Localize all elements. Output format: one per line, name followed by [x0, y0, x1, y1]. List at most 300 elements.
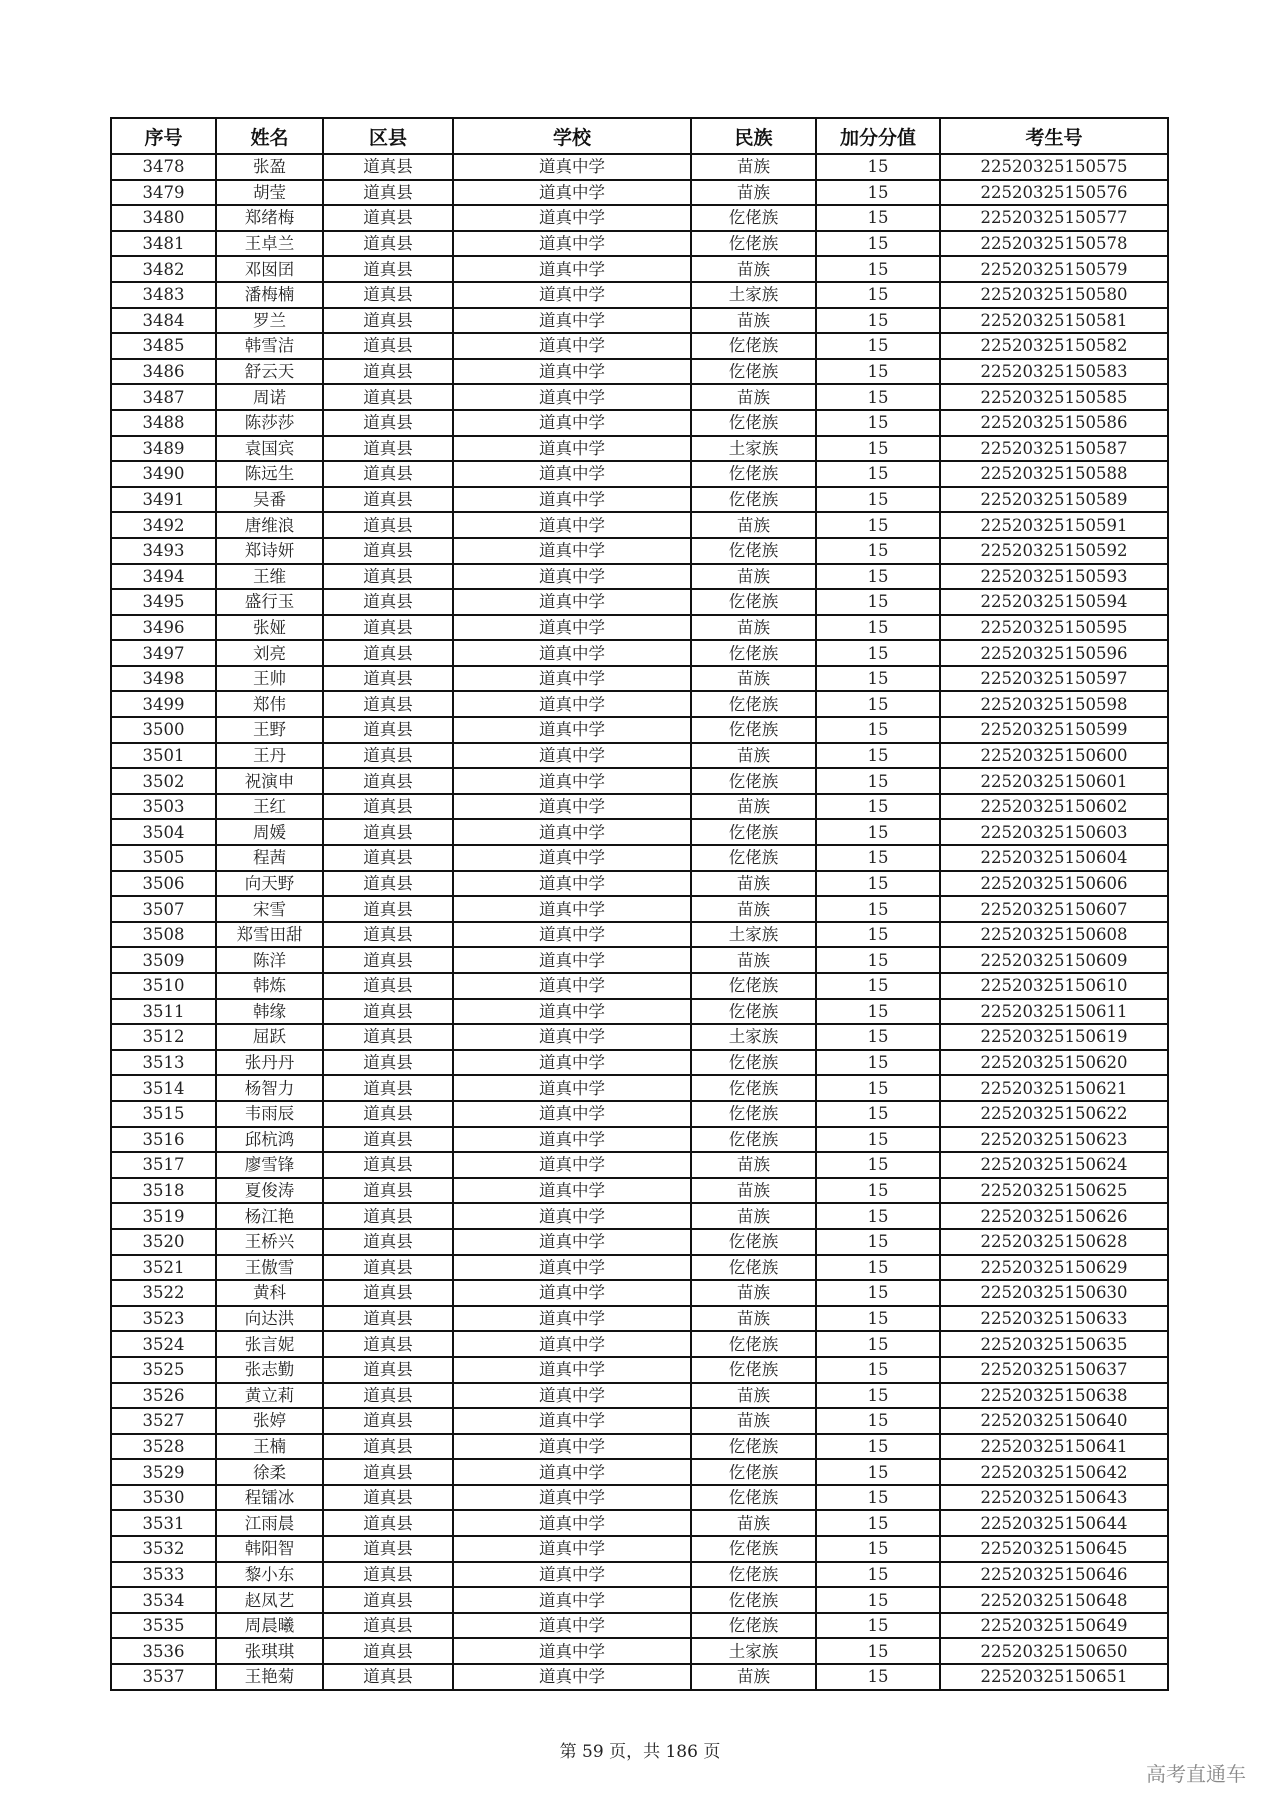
cell-ethnicity: 仡佬族: [691, 410, 816, 436]
table-row: [111, 947, 1168, 973]
cell-seq: 3515: [111, 1101, 216, 1127]
cell-school: 道真中学: [453, 1638, 691, 1664]
cell-seq: 3524: [111, 1331, 216, 1357]
cell-ethnicity: 仡佬族: [691, 231, 816, 257]
cell-bonus-score: 15: [816, 1587, 940, 1613]
cell-bonus-score: 15: [816, 1101, 940, 1127]
cell-county: 道真县: [323, 1024, 453, 1050]
table-row: [111, 1050, 1168, 1076]
cell-ethnicity: 苗族: [691, 384, 816, 410]
cell-ethnicity: 苗族: [691, 794, 816, 820]
cell-exam-id: 22520325150637: [940, 1357, 1168, 1383]
cell-name: 韩缘: [216, 999, 323, 1025]
cell-school: 道真中学: [453, 1050, 691, 1076]
cell-bonus-score: 15: [816, 564, 940, 590]
header-name: 姓名: [216, 118, 323, 154]
cell-seq: 3514: [111, 1075, 216, 1101]
cell-ethnicity: 仡佬族: [691, 205, 816, 231]
cell-bonus-score: 15: [816, 154, 940, 180]
cell-seq: 3511: [111, 999, 216, 1025]
cell-seq: 3507: [111, 896, 216, 922]
cell-ethnicity: 苗族: [691, 512, 816, 538]
cell-seq: 3488: [111, 410, 216, 436]
table-row: [111, 615, 1168, 641]
cell-ethnicity: 苗族: [691, 1510, 816, 1536]
cell-bonus-score: 15: [816, 1229, 940, 1255]
cell-county: 道真县: [323, 1075, 453, 1101]
cell-ethnicity: 苗族: [691, 871, 816, 897]
cell-name: 陈莎莎: [216, 410, 323, 436]
cell-ethnicity: 苗族: [691, 1152, 816, 1178]
cell-school: 道真中学: [453, 1434, 691, 1460]
cell-name: 杨智力: [216, 1075, 323, 1101]
cell-name: 张婷: [216, 1408, 323, 1434]
cell-exam-id: 22520325150580: [940, 282, 1168, 308]
cell-bonus-score: 15: [816, 384, 940, 410]
cell-name: 杨江艳: [216, 1203, 323, 1229]
cell-exam-id: 22520325150624: [940, 1152, 1168, 1178]
cell-exam-id: 22520325150610: [940, 973, 1168, 999]
cell-exam-id: 22520325150599: [940, 717, 1168, 743]
cell-exam-id: 22520325150626: [940, 1203, 1168, 1229]
cell-exam-id: 22520325150607: [940, 896, 1168, 922]
cell-seq: 3493: [111, 538, 216, 564]
cell-bonus-score: 15: [816, 615, 940, 641]
cell-school: 道真中学: [453, 922, 691, 948]
cell-name: 吴番: [216, 487, 323, 513]
cell-seq: 3483: [111, 282, 216, 308]
cell-bonus-score: 15: [816, 308, 940, 334]
cell-ethnicity: 苗族: [691, 1178, 816, 1204]
cell-ethnicity: 仡佬族: [691, 1485, 816, 1511]
cell-seq: 3489: [111, 436, 216, 462]
cell-exam-id: 22520325150650: [940, 1638, 1168, 1664]
table-row: [111, 154, 1168, 180]
cell-seq: 3479: [111, 180, 216, 206]
cell-exam-id: 22520325150608: [940, 922, 1168, 948]
table-row: [111, 256, 1168, 282]
table-row: [111, 1075, 1168, 1101]
cell-school: 道真中学: [453, 1664, 691, 1690]
cell-county: 道真县: [323, 691, 453, 717]
cell-seq: 3510: [111, 973, 216, 999]
cell-seq: 3487: [111, 384, 216, 410]
cell-ethnicity: 仡佬族: [691, 1459, 816, 1485]
cell-ethnicity: 仡佬族: [691, 1050, 816, 1076]
cell-exam-id: 22520325150629: [940, 1255, 1168, 1281]
cell-exam-id: 22520325150591: [940, 512, 1168, 538]
cell-seq: 3501: [111, 743, 216, 769]
cell-name: 郑伟: [216, 691, 323, 717]
cell-name: 程镭冰: [216, 1485, 323, 1511]
cell-seq: 3502: [111, 768, 216, 794]
table-row: [111, 564, 1168, 590]
cell-bonus-score: 15: [816, 691, 940, 717]
cell-exam-id: 22520325150623: [940, 1127, 1168, 1153]
cell-county: 道真县: [323, 1562, 453, 1588]
cell-bonus-score: 15: [816, 845, 940, 871]
cell-exam-id: 22520325150643: [940, 1485, 1168, 1511]
cell-seq: 3484: [111, 308, 216, 334]
candidate-table: [110, 117, 1169, 1691]
table-row: [111, 1434, 1168, 1460]
table-row: [111, 333, 1168, 359]
cell-name: 廖雪锋: [216, 1152, 323, 1178]
header-ethnicity: 民族: [691, 118, 816, 154]
table-row: [111, 1331, 1168, 1357]
cell-name: 王桥兴: [216, 1229, 323, 1255]
cell-seq: 3482: [111, 256, 216, 282]
cell-exam-id: 22520325150642: [940, 1459, 1168, 1485]
cell-name: 王维: [216, 564, 323, 590]
cell-name: 袁国宾: [216, 436, 323, 462]
cell-name: 宋雪: [216, 896, 323, 922]
cell-county: 道真县: [323, 871, 453, 897]
cell-school: 道真中学: [453, 845, 691, 871]
cell-county: 道真县: [323, 615, 453, 641]
cell-school: 道真中学: [453, 1587, 691, 1613]
cell-bonus-score: 15: [816, 1024, 940, 1050]
cell-ethnicity: 仡佬族: [691, 1587, 816, 1613]
cell-exam-id: 22520325150649: [940, 1613, 1168, 1639]
cell-ethnicity: 土家族: [691, 1024, 816, 1050]
cell-name: 韩雪洁: [216, 333, 323, 359]
cell-bonus-score: 15: [816, 1127, 940, 1153]
cell-county: 道真县: [323, 819, 453, 845]
cell-seq: 3530: [111, 1485, 216, 1511]
cell-seq: 3534: [111, 1587, 216, 1613]
cell-exam-id: 22520325150651: [940, 1664, 1168, 1690]
cell-school: 道真中学: [453, 1075, 691, 1101]
cell-bonus-score: 15: [816, 1459, 940, 1485]
cell-county: 道真县: [323, 743, 453, 769]
cell-school: 道真中学: [453, 231, 691, 257]
cell-school: 道真中学: [453, 640, 691, 666]
table-row: [111, 180, 1168, 206]
cell-county: 道真县: [323, 231, 453, 257]
cell-bonus-score: 15: [816, 1408, 940, 1434]
cell-school: 道真中学: [453, 1408, 691, 1434]
cell-bonus-score: 15: [816, 1203, 940, 1229]
cell-school: 道真中学: [453, 1510, 691, 1536]
cell-exam-id: 22520325150579: [940, 256, 1168, 282]
cell-school: 道真中学: [453, 1203, 691, 1229]
cell-ethnicity: 仡佬族: [691, 1536, 816, 1562]
cell-seq: 3517: [111, 1152, 216, 1178]
cell-name: 王楠: [216, 1434, 323, 1460]
cell-bonus-score: 15: [816, 794, 940, 820]
table-row: [111, 461, 1168, 487]
cell-county: 道真县: [323, 666, 453, 692]
cell-bonus-score: 15: [816, 436, 940, 462]
cell-school: 道真中学: [453, 666, 691, 692]
cell-exam-id: 22520325150594: [940, 589, 1168, 615]
table-row: [111, 1127, 1168, 1153]
cell-county: 道真县: [323, 1459, 453, 1485]
cell-seq: 3527: [111, 1408, 216, 1434]
cell-seq: 3509: [111, 947, 216, 973]
cell-school: 道真中学: [453, 461, 691, 487]
cell-ethnicity: 仡佬族: [691, 589, 816, 615]
cell-school: 道真中学: [453, 871, 691, 897]
cell-ethnicity: 土家族: [691, 282, 816, 308]
cell-bonus-score: 15: [816, 871, 940, 897]
cell-county: 道真县: [323, 1331, 453, 1357]
cell-county: 道真县: [323, 640, 453, 666]
cell-seq: 3516: [111, 1127, 216, 1153]
cell-seq: 3490: [111, 461, 216, 487]
cell-county: 道真县: [323, 256, 453, 282]
cell-ethnicity: 仡佬族: [691, 359, 816, 385]
cell-seq: 3496: [111, 615, 216, 641]
cell-name: 祝演申: [216, 768, 323, 794]
cell-bonus-score: 15: [816, 717, 940, 743]
cell-bonus-score: 15: [816, 359, 940, 385]
cell-exam-id: 22520325150641: [940, 1434, 1168, 1460]
cell-ethnicity: 苗族: [691, 743, 816, 769]
cell-bonus-score: 15: [816, 666, 940, 692]
cell-school: 道真中学: [453, 973, 691, 999]
table-row: [111, 717, 1168, 743]
cell-bonus-score: 15: [816, 1152, 940, 1178]
cell-county: 道真县: [323, 1152, 453, 1178]
cell-name: 周诺: [216, 384, 323, 410]
cell-seq: 3520: [111, 1229, 216, 1255]
cell-ethnicity: 苗族: [691, 154, 816, 180]
cell-name: 邱杭鸿: [216, 1127, 323, 1153]
cell-county: 道真县: [323, 461, 453, 487]
cell-county: 道真县: [323, 436, 453, 462]
table-row: [111, 896, 1168, 922]
cell-bonus-score: 15: [816, 743, 940, 769]
cell-name: 程茜: [216, 845, 323, 871]
cell-county: 道真县: [323, 947, 453, 973]
cell-exam-id: 22520325150585: [940, 384, 1168, 410]
cell-name: 罗兰: [216, 308, 323, 334]
cell-county: 道真县: [323, 1664, 453, 1690]
cell-ethnicity: 仡佬族: [691, 1101, 816, 1127]
cell-county: 道真县: [323, 589, 453, 615]
cell-name: 黄科: [216, 1280, 323, 1306]
cell-exam-id: 22520325150583: [940, 359, 1168, 385]
cell-county: 道真县: [323, 1050, 453, 1076]
cell-county: 道真县: [323, 1638, 453, 1664]
cell-school: 道真中学: [453, 512, 691, 538]
cell-name: 赵凤艺: [216, 1587, 323, 1613]
table-row: [111, 871, 1168, 897]
cell-county: 道真县: [323, 1383, 453, 1409]
cell-exam-id: 22520325150645: [940, 1536, 1168, 1562]
cell-ethnicity: 苗族: [691, 947, 816, 973]
cell-school: 道真中学: [453, 538, 691, 564]
table-row: [111, 1306, 1168, 1332]
cell-ethnicity: 苗族: [691, 1383, 816, 1409]
table-row: [111, 231, 1168, 257]
table-row: [111, 512, 1168, 538]
table-row: [111, 794, 1168, 820]
cell-county: 道真县: [323, 1485, 453, 1511]
cell-ethnicity: 仡佬族: [691, 1434, 816, 1460]
cell-school: 道真中学: [453, 1459, 691, 1485]
cell-exam-id: 22520325150577: [940, 205, 1168, 231]
table-row: [111, 1485, 1168, 1511]
cell-exam-id: 22520325150635: [940, 1331, 1168, 1357]
cell-name: 韦雨辰: [216, 1101, 323, 1127]
cell-seq: 3497: [111, 640, 216, 666]
cell-name: 韩炼: [216, 973, 323, 999]
cell-county: 道真县: [323, 564, 453, 590]
cell-school: 道真中学: [453, 1127, 691, 1153]
table-row: [111, 1383, 1168, 1409]
cell-ethnicity: 仡佬族: [691, 333, 816, 359]
cell-county: 道真县: [323, 205, 453, 231]
table-row: [111, 205, 1168, 231]
cell-county: 道真县: [323, 180, 453, 206]
cell-ethnicity: 苗族: [691, 1280, 816, 1306]
cell-county: 道真县: [323, 333, 453, 359]
table-row: [111, 922, 1168, 948]
cell-seq: 3512: [111, 1024, 216, 1050]
cell-school: 道真中学: [453, 1152, 691, 1178]
cell-bonus-score: 15: [816, 256, 940, 282]
cell-school: 道真中学: [453, 1613, 691, 1639]
table-row: [111, 538, 1168, 564]
cell-school: 道真中学: [453, 1331, 691, 1357]
cell-school: 道真中学: [453, 615, 691, 641]
cell-school: 道真中学: [453, 1306, 691, 1332]
cell-county: 道真县: [323, 154, 453, 180]
cell-county: 道真县: [323, 512, 453, 538]
table-row: [111, 1459, 1168, 1485]
cell-school: 道真中学: [453, 1280, 691, 1306]
cell-seq: 3536: [111, 1638, 216, 1664]
cell-school: 道真中学: [453, 819, 691, 845]
cell-ethnicity: 仡佬族: [691, 538, 816, 564]
cell-ethnicity: 仡佬族: [691, 819, 816, 845]
cell-county: 道真县: [323, 845, 453, 871]
cell-bonus-score: 15: [816, 487, 940, 513]
cell-name: 郑绪梅: [216, 205, 323, 231]
cell-ethnicity: 仡佬族: [691, 461, 816, 487]
cell-exam-id: 22520325150630: [940, 1280, 1168, 1306]
cell-ethnicity: 苗族: [691, 1306, 816, 1332]
cell-bonus-score: 15: [816, 1613, 940, 1639]
cell-exam-id: 22520325150587: [940, 436, 1168, 462]
cell-school: 道真中学: [453, 1229, 691, 1255]
cell-school: 道真中学: [453, 999, 691, 1025]
cell-exam-id: 22520325150578: [940, 231, 1168, 257]
cell-exam-id: 22520325150595: [940, 615, 1168, 641]
table-row: [111, 436, 1168, 462]
cell-county: 道真县: [323, 1280, 453, 1306]
cell-bonus-score: 15: [816, 1050, 940, 1076]
cell-seq: 3526: [111, 1383, 216, 1409]
cell-seq: 3518: [111, 1178, 216, 1204]
cell-ethnicity: 土家族: [691, 1638, 816, 1664]
cell-seq: 3494: [111, 564, 216, 590]
cell-exam-id: 22520325150646: [940, 1562, 1168, 1588]
cell-ethnicity: 仡佬族: [691, 1357, 816, 1383]
cell-ethnicity: 苗族: [691, 896, 816, 922]
watermark: 高考直通车: [1146, 1762, 1246, 1786]
table-row: [111, 282, 1168, 308]
cell-name: 郑诗妍: [216, 538, 323, 564]
cell-exam-id: 22520325150644: [940, 1510, 1168, 1536]
cell-ethnicity: 苗族: [691, 1408, 816, 1434]
cell-county: 道真县: [323, 1101, 453, 1127]
cell-county: 道真县: [323, 359, 453, 385]
cell-seq: 3498: [111, 666, 216, 692]
cell-name: 张娅: [216, 615, 323, 641]
cell-bonus-score: 15: [816, 819, 940, 845]
table-row: [111, 1613, 1168, 1639]
cell-school: 道真中学: [453, 768, 691, 794]
cell-seq: 3513: [111, 1050, 216, 1076]
table-row: [111, 589, 1168, 615]
cell-school: 道真中学: [453, 743, 691, 769]
table-row: [111, 1587, 1168, 1613]
cell-bonus-score: 15: [816, 1331, 940, 1357]
cell-bonus-score: 15: [816, 512, 940, 538]
table-row: [111, 410, 1168, 436]
cell-county: 道真县: [323, 1178, 453, 1204]
cell-school: 道真中学: [453, 1485, 691, 1511]
cell-ethnicity: 仡佬族: [691, 1229, 816, 1255]
cell-exam-id: 22520325150604: [940, 845, 1168, 871]
cell-exam-id: 22520325150586: [940, 410, 1168, 436]
cell-school: 道真中学: [453, 359, 691, 385]
cell-county: 道真县: [323, 1510, 453, 1536]
cell-exam-id: 22520325150588: [940, 461, 1168, 487]
cell-ethnicity: 土家族: [691, 922, 816, 948]
cell-bonus-score: 15: [816, 1075, 940, 1101]
cell-county: 道真县: [323, 384, 453, 410]
cell-school: 道真中学: [453, 1255, 691, 1281]
cell-exam-id: 22520325150633: [940, 1306, 1168, 1332]
cell-seq: 3506: [111, 871, 216, 897]
cell-name: 潘梅楠: [216, 282, 323, 308]
cell-name: 徐柔: [216, 1459, 323, 1485]
cell-county: 道真县: [323, 487, 453, 513]
cell-school: 道真中学: [453, 282, 691, 308]
cell-exam-id: 22520325150621: [940, 1075, 1168, 1101]
cell-exam-id: 22520325150603: [940, 819, 1168, 845]
table-row: [111, 1203, 1168, 1229]
cell-bonus-score: 15: [816, 999, 940, 1025]
cell-county: 道真县: [323, 922, 453, 948]
cell-name: 向达洪: [216, 1306, 323, 1332]
cell-bonus-score: 15: [816, 1178, 940, 1204]
cell-ethnicity: 土家族: [691, 436, 816, 462]
cell-ethnicity: 苗族: [691, 256, 816, 282]
cell-name: 王帅: [216, 666, 323, 692]
cell-name: 张琪琪: [216, 1638, 323, 1664]
cell-exam-id: 22520325150596: [940, 640, 1168, 666]
cell-seq: 3486: [111, 359, 216, 385]
cell-name: 张志勤: [216, 1357, 323, 1383]
cell-name: 王傲雪: [216, 1255, 323, 1281]
table-row: [111, 1229, 1168, 1255]
cell-county: 道真县: [323, 1357, 453, 1383]
cell-bonus-score: 15: [816, 180, 940, 206]
cell-bonus-score: 15: [816, 1485, 940, 1511]
cell-county: 道真县: [323, 768, 453, 794]
cell-name: 张盈: [216, 154, 323, 180]
cell-seq: 3503: [111, 794, 216, 820]
cell-bonus-score: 15: [816, 1536, 940, 1562]
cell-county: 道真县: [323, 1434, 453, 1460]
cell-ethnicity: 仡佬族: [691, 845, 816, 871]
